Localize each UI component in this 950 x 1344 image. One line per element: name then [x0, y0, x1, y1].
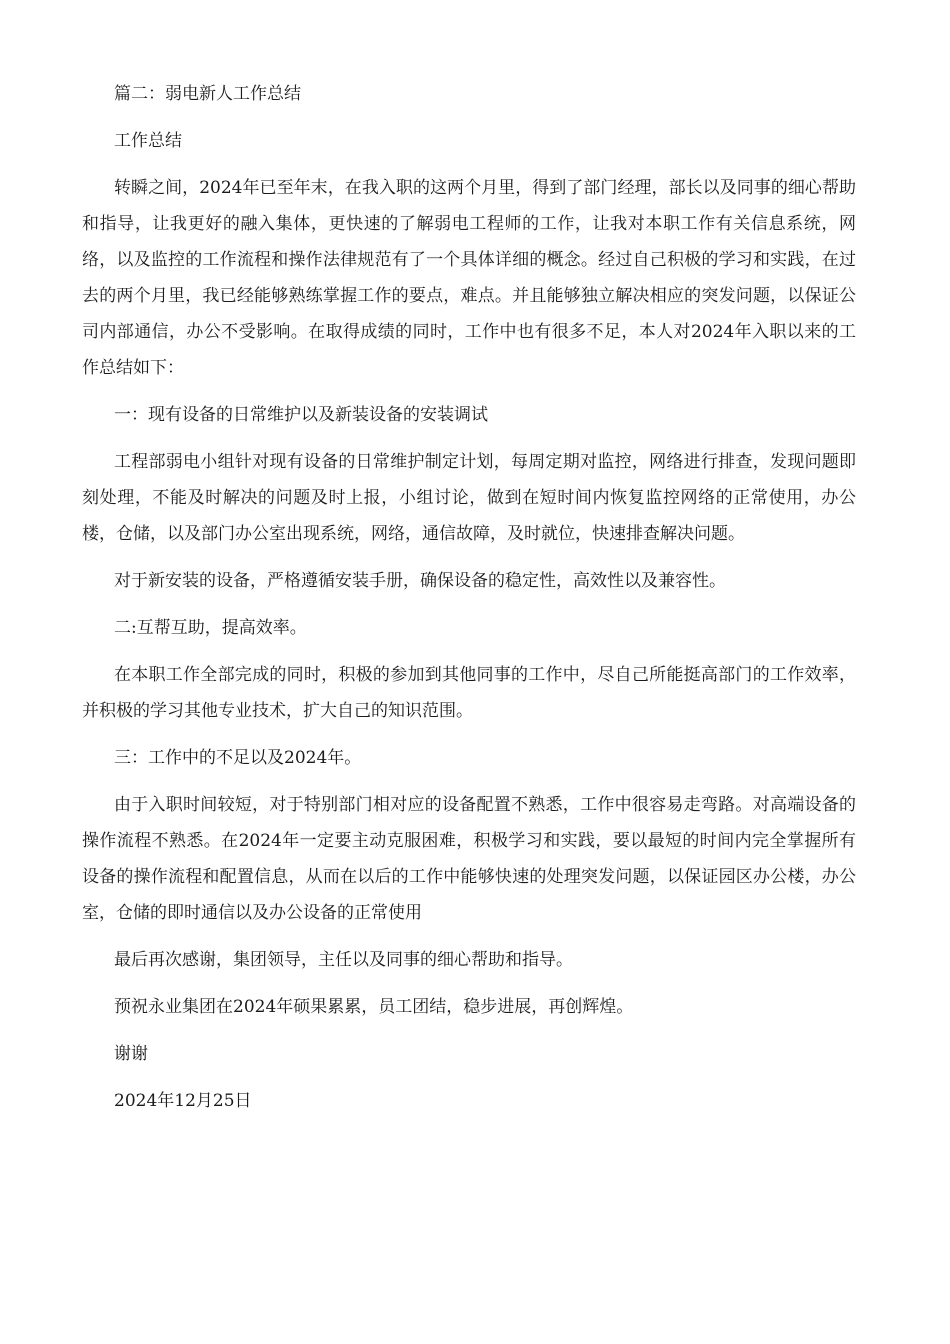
document-heading: 篇二：弱电新人工作总结 — [114, 84, 301, 104]
document-subheading: 工作总结 — [114, 131, 182, 151]
section-1-paragraph-2: 对于新安装的设备，严格遵循安装手册，确保设备的稳定性，高效性以及兼容性。 — [114, 571, 726, 591]
wish-paragraph: 预祝永业集团在2024年硕果累累，员工团结，稳步进展，再创辉煌。 — [114, 997, 634, 1017]
section-1-paragraph: 工程部弱电小组针对现有设备的日常维护制定计划，每周定期对监控，网络进行排查，发现问题即刻处理，不能及时解决的问题及时上报，小组讨论，做到在短时间内恢复监控网络的正常使用，办公楼，仓储，以及部门办公室出现系统，网络，通信故障，及时就位，快速排查解决问题。 — [82, 452, 856, 544]
section-3-paragraph: 由于入职时间较短，对于特别部门相对应的设备配置不熟悉，工作中很容易走弯路。对高端设备的操作流程不熟悉。在2024年一定要主动克服困难，积极学习和实践，要以最短的时间内完全掌握所有设备的操作流程和配置信息，从而在以后的工作中能够快速的处理突发问题，以保证园区办公楼，办公室，仓储的即时通信以及办公设备的正常使用 — [82, 795, 856, 923]
thanks-paragraph: 最后再次感谢，集团领导，主任以及同事的细心帮助和指导。 — [114, 950, 573, 970]
intro-paragraph: 转瞬之间，2024年已至年末，在我入职的这两个月里，得到了部门经理，部长以及同事的细心帮助和指导，让我更好的融入集体，更快速的了解弱电工程师的工作，让我对本职工作有关信息系统，网络，以及监控的工作流程和操作法律规范有了一个具体详细的概念。经过自己积极的学习和实践，在过去的两个月里，我已经能够熟练掌握工作的要点，难点。并且能够独立解决相应的突发问题，以保证公司内部通信，办公不受影响。在取得成绩的同时，工作中也有很多不足，本人对2024年入职以来的工作总结如下： — [82, 178, 856, 378]
document-date: 2024年12月25日 — [114, 1091, 252, 1111]
section-2-title: 二:互帮互助，提高效率。 — [114, 618, 307, 638]
document-body — [82, 76, 856, 1119]
closing-text: 谢谢 — [114, 1044, 148, 1064]
section-1-title: 一：现有设备的日常维护以及新装设备的安装调试 — [114, 405, 488, 425]
section-2-paragraph: 在本职工作全部完成的同时，积极的参加到其他同事的工作中，尽自己所能挺高部门的工作效率，并积极的学习其他专业技术，扩大自己的知识范围。 — [82, 665, 856, 721]
section-3-title: 三：工作中的不足以及2024年。 — [114, 748, 362, 768]
